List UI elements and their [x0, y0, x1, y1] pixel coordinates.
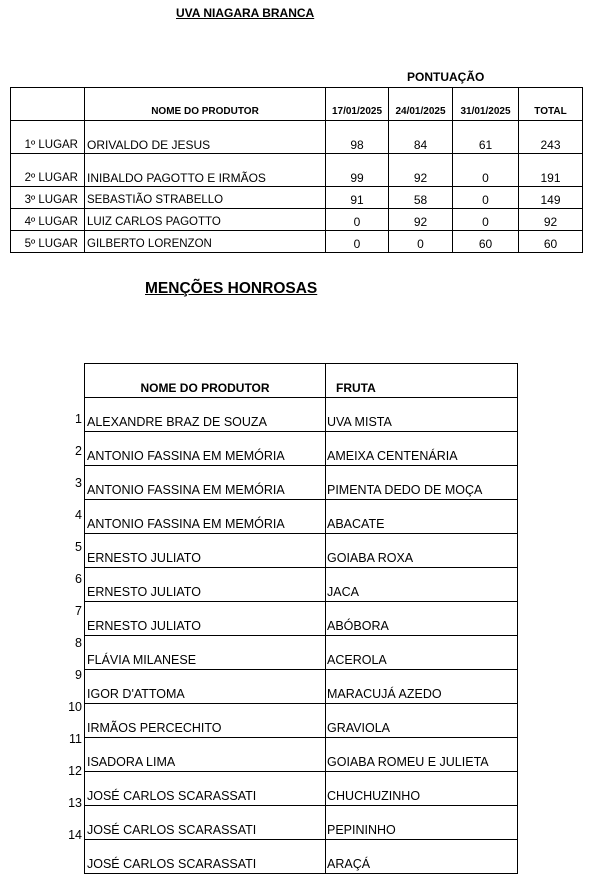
score-total: 60 — [519, 231, 583, 253]
mention-number: 14 — [68, 828, 82, 842]
producer-name: ALEXANDRE BRAZ DE SOUZA — [85, 398, 326, 432]
mentions-header-row — [85, 364, 518, 398]
mention-number: 13 — [68, 796, 82, 810]
producer-name: ANTONIO FASSINA EM MEMÓRIA — [85, 432, 326, 466]
producer-name: GILBERTO LORENZON — [85, 231, 326, 253]
header-producer-name: NOME DO PRODUTOR — [85, 364, 326, 398]
score-date-1: 98 — [326, 121, 389, 154]
header-place — [11, 88, 85, 121]
fruit-name: ARAÇÁ — [326, 840, 518, 874]
producer-name: LUIZ CARLOS PAGOTTO — [85, 209, 326, 231]
mention-row — [85, 704, 518, 738]
fruit-name: UVA MISTA — [326, 398, 518, 432]
score-date-1: 99 — [326, 154, 389, 187]
place: 3º LUGAR — [11, 187, 85, 209]
fruit-name: GOIABA ROXA — [326, 534, 518, 568]
fruit-name: MARACUJÁ AZEDO — [326, 670, 518, 704]
mention-number: 9 — [75, 668, 82, 682]
score-date-1: 0 — [326, 231, 389, 253]
producer-name: SEBASTIÃO STRABELLO — [85, 187, 326, 209]
producer-name: ANTONIO FASSINA EM MEMÓRIA — [85, 500, 326, 534]
mention-number: 6 — [75, 572, 82, 586]
mention-row — [85, 806, 518, 840]
mention-number: 10 — [68, 700, 82, 714]
mentions-body — [85, 398, 518, 874]
producer-name: ERNESTO JULIATO — [85, 534, 326, 568]
score-date-2: 92 — [389, 154, 453, 187]
header-total: TOTAL — [519, 88, 583, 121]
place: 5º LUGAR — [11, 231, 85, 253]
producer-name: ERNESTO JULIATO — [85, 602, 326, 636]
score-date-3: 60 — [453, 231, 519, 253]
ranking-header-row — [11, 88, 583, 121]
producer-name: ISADORA LIMA — [85, 738, 326, 772]
mention-number: 3 — [75, 476, 82, 490]
mention-number: 5 — [75, 540, 82, 554]
score-total: 92 — [519, 209, 583, 231]
mention-row — [85, 738, 518, 772]
score-date-2: 0 — [389, 231, 453, 253]
score-total: 243 — [519, 121, 583, 154]
fruit-name: PEPININHO — [326, 806, 518, 840]
producer-name: ORIVALDO DE JESUS — [85, 121, 326, 154]
score-date-3: 0 — [453, 209, 519, 231]
producer-name: ERNESTO JULIATO — [85, 568, 326, 602]
ranking-row — [11, 209, 583, 231]
header-fruit: FRUTA — [326, 364, 518, 398]
ranking-row — [11, 187, 583, 209]
ranking-table — [10, 87, 583, 253]
score-total: 149 — [519, 187, 583, 209]
mention-row — [85, 568, 518, 602]
producer-name: INIBALDO PAGOTTO E IRMÃOS — [85, 154, 326, 187]
score-total: 191 — [519, 154, 583, 187]
mentions-table — [84, 363, 518, 874]
producer-name: JOSÉ CARLOS SCARASSATI — [85, 840, 326, 874]
fruit-name: CHUCHUZINHO — [326, 772, 518, 806]
ranking-title: UVA NIAGARA BRANCA — [176, 6, 315, 20]
mention-row — [85, 500, 518, 534]
mention-row — [85, 840, 518, 874]
score-date-3: 61 — [453, 121, 519, 154]
mention-number: 11 — [69, 732, 82, 746]
ranking-row — [11, 121, 583, 154]
fruit-name: PIMENTA DEDO DE MOÇA — [326, 466, 518, 500]
mention-row — [85, 398, 518, 432]
producer-name: IGOR D'ATTOMA — [85, 670, 326, 704]
score-date-2: 58 — [389, 187, 453, 209]
mention-number: 12 — [68, 764, 82, 778]
score-date-2: 92 — [389, 209, 453, 231]
producer-name: JOSÉ CARLOS SCARASSATI — [85, 772, 326, 806]
mention-row — [85, 534, 518, 568]
mention-row — [85, 670, 518, 704]
header-date-3: 31/01/2025 — [453, 88, 519, 121]
mention-row — [85, 772, 518, 806]
mentions-title: MENÇÕES HONROSAS — [145, 280, 318, 297]
fruit-name: GRAVIOLA — [326, 704, 518, 738]
fruit-name: AMEIXA CENTENÁRIA — [326, 432, 518, 466]
mention-row — [85, 466, 518, 500]
ranking-row — [11, 154, 583, 187]
score-date-1: 0 — [326, 209, 389, 231]
header-producer-name: NOME DO PRODUTOR — [85, 88, 326, 121]
score-date-2: 84 — [389, 121, 453, 154]
score-date-1: 91 — [326, 187, 389, 209]
mention-number: 2 — [75, 444, 82, 458]
fruit-name: ABACATE — [326, 500, 518, 534]
mention-number: 4 — [75, 508, 82, 522]
place: 4º LUGAR — [11, 209, 85, 231]
score-group-label: PONTUAÇÃO — [407, 70, 485, 84]
score-date-3: 0 — [453, 187, 519, 209]
ranking-row — [11, 231, 583, 253]
header-date-1: 17/01/2025 — [326, 88, 389, 121]
place: 2º LUGAR — [11, 154, 85, 187]
producer-name: ANTONIO FASSINA EM MEMÓRIA — [85, 466, 326, 500]
mention-row — [85, 602, 518, 636]
producer-name: JOSÉ CARLOS SCARASSATI — [85, 806, 326, 840]
mention-row — [85, 636, 518, 670]
fruit-name: ACEROLA — [326, 636, 518, 670]
fruit-name: ABÓBORA — [326, 602, 518, 636]
producer-name: FLÁVIA MILANESE — [85, 636, 326, 670]
producer-name: IRMÃOS PERCECHITO — [85, 704, 326, 738]
mention-number: 8 — [75, 636, 82, 650]
place: 1º LUGAR — [11, 121, 85, 154]
header-date-2: 24/01/2025 — [389, 88, 453, 121]
mention-row — [85, 432, 518, 466]
score-date-3: 0 — [453, 154, 519, 187]
fruit-name: JACA — [326, 568, 518, 602]
fruit-name: GOIABA ROMEU E JULIETA — [326, 738, 518, 772]
mention-number: 7 — [75, 604, 82, 618]
mention-number: 1 — [75, 412, 82, 426]
